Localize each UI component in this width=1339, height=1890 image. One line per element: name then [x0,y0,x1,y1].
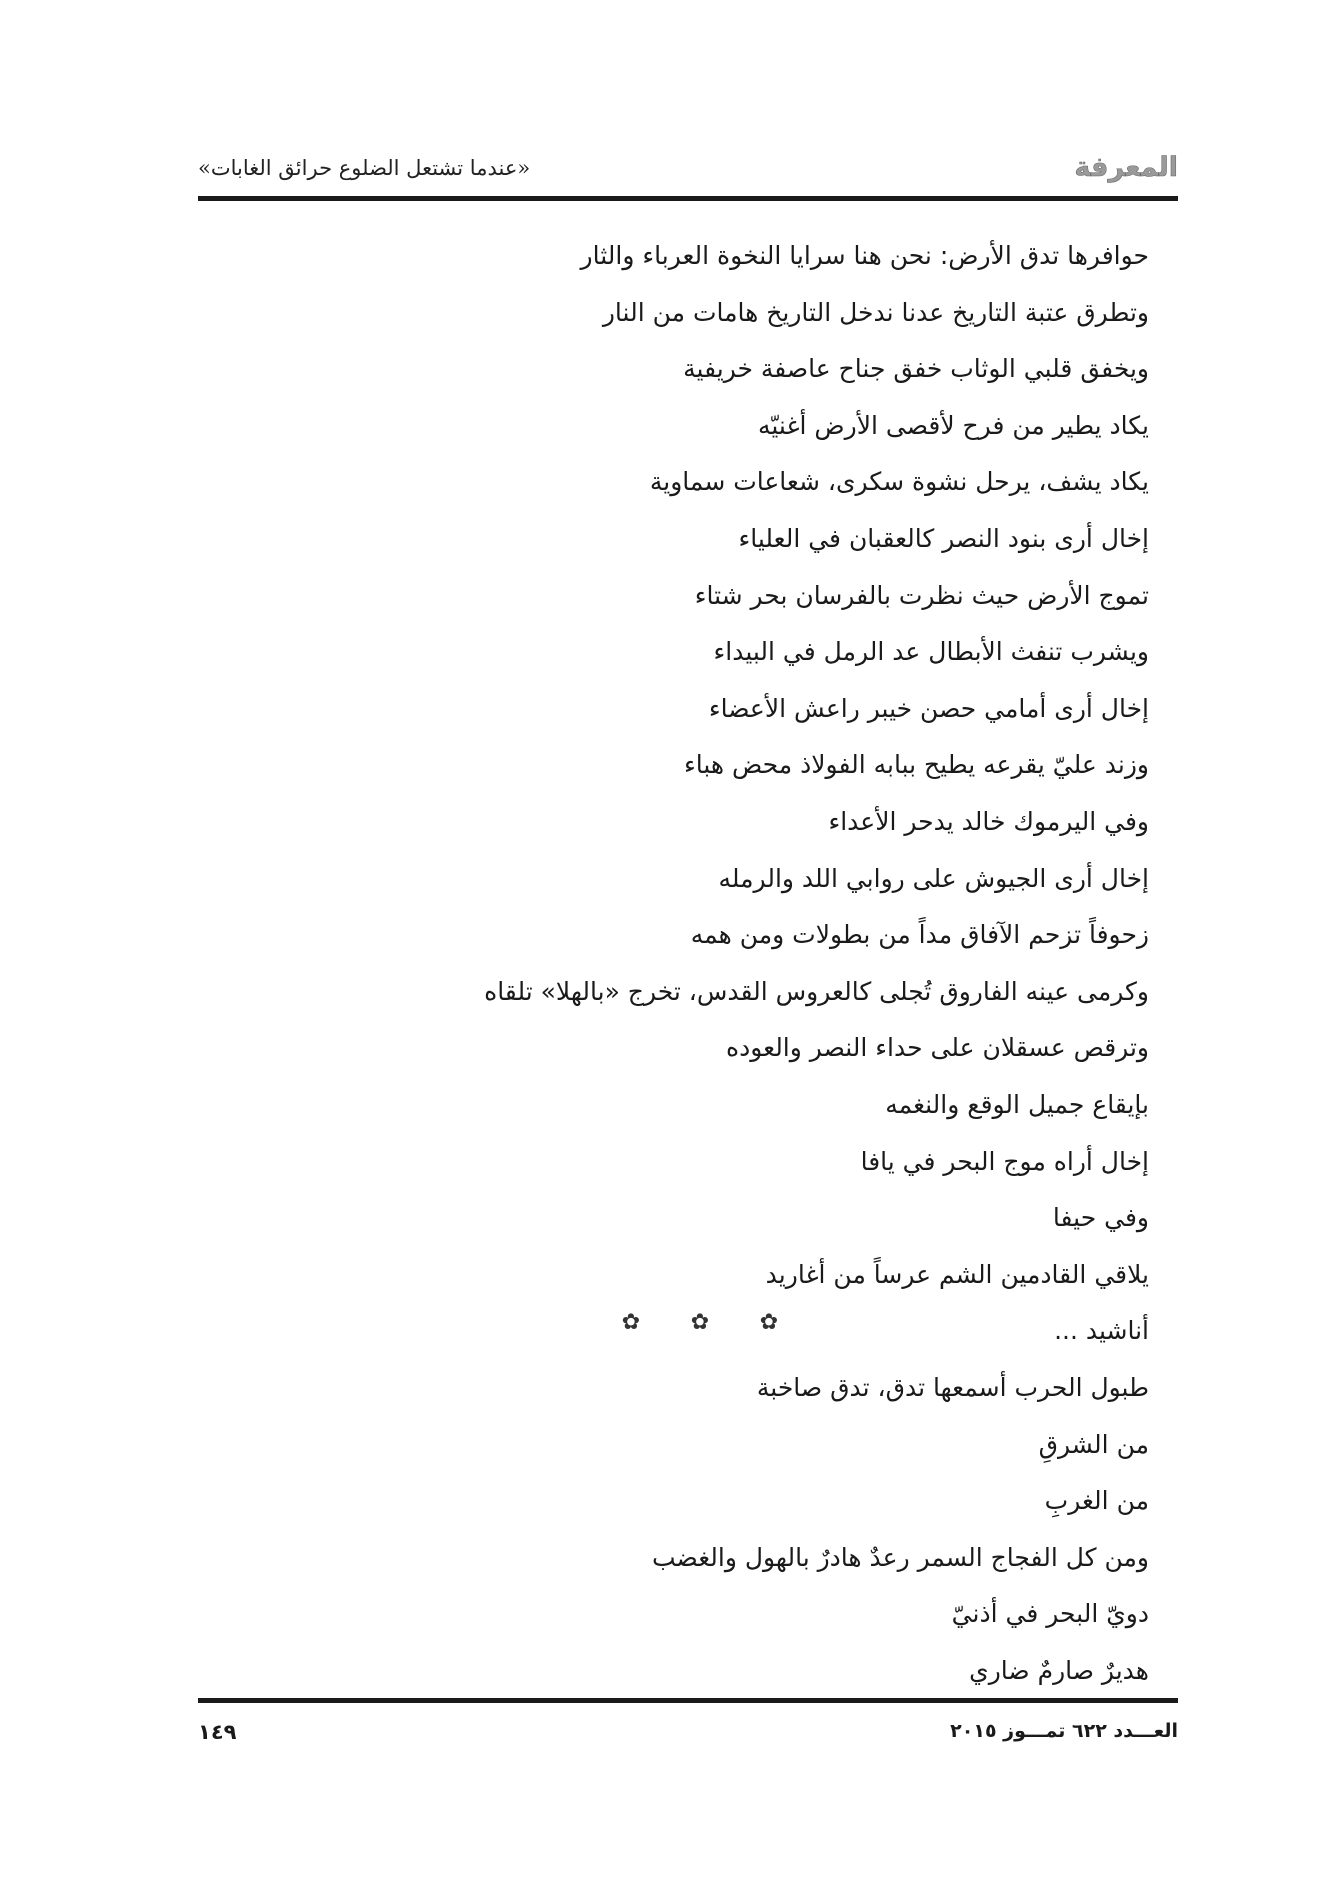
poem-line: دويّ البحر في أذنيّ [951,1599,1149,1629]
section-divider [620,1312,780,1334]
poem-line: حوافرها تدق الأرض: نحن هنا سرايا النخوة العرباء والثار [580,241,1149,270]
issue-info: العـــدد ٦٢٢ تمـــوز ٢٠١٥ [950,1720,1178,1742]
poem-line: يكاد يطير من فرح لأقصى الأرض أغنيّه [757,410,1149,440]
poem-stanza-2 [209,1360,1149,1700]
flower-ornament-icon: ✿ [759,1310,779,1335]
poem-line: أناشيد ... [1054,1316,1149,1346]
poem-line: هديرٌ صارمٌ ضاري [969,1655,1149,1685]
poem-line: ويخفق قلبي الوثاب خفق جناح عاصفة خريفية [683,354,1149,384]
flower-ornament-icon: ✿ [690,1310,710,1335]
poem-line: تموج الأرض حيث نظرت بالفرسان بحر شتاء [694,580,1149,610]
magazine-logo: المعرفة [1074,152,1178,183]
poem-line: وفي حيفا [1052,1203,1149,1233]
poem-line: إخال أرى أمامي حصن خيبر راعش الأعضاء [708,693,1149,723]
poem-line: من الشرقِ [1038,1429,1149,1459]
poem-line: إخال أرى الجيوش على روابي اللد والرمله [718,863,1149,893]
page-footer [198,1720,1178,1754]
header-rule [198,196,1178,201]
poem-line: طبول الحرب أسمعها تدق، تدق صاخبة [756,1373,1149,1402]
poem-line: يلاقي القادمين الشم عرساً من أغاريد [765,1259,1149,1289]
poem-line: إخال أراه موج البحر في يافا [860,1146,1149,1176]
page-number: ١٤٩ [198,1720,237,1744]
poem-line: بإيقاع جميل الوقع والنغمه [885,1089,1149,1119]
poem-line: إخال أرى بنود النصر كالعقبان في العلياء [738,523,1149,553]
poem-line: يكاد يشف، يرحل نشوة سكرى، شعاعات سماوية [649,467,1149,497]
poem-line: وزند عليّ يقرعه يطيح ببابه الفولاذ محض هباء [683,750,1149,780]
poem-line: ومن كل الفجاج السمر رعدٌ هادرٌ بالهول والغضب [651,1542,1149,1572]
poem-line: وترقص عسقلان على حداء النصر والعوده [725,1033,1149,1063]
poem-line: وكرمى عينه الفاروق تُجلى كالعروس القدس، تخرج «بالهلا» تلقاه [484,976,1149,1006]
poem-line: وتطرق عتبة التاريخ عدنا ندخل التاريخ هامات من النار [602,297,1149,327]
footer-rule [198,1698,1178,1703]
flower-ornament-icon: ✿ [621,1310,641,1335]
poem-line: زحوفاً تزحم الآفاق مداً من بطولات ومن همه [690,920,1149,950]
poem-line: من الغربِ [1044,1486,1149,1516]
poem-line: ويشرب تنفث الأبطال عد الرمل في البيداء [713,637,1149,667]
page-header [198,150,1178,190]
running-title: «عندما تشتعل الضلوع حرائق الغابات» [198,156,531,180]
poem-line: وفي اليرموك خالد يدحر الأعداء [828,806,1149,836]
poem-stanza-1 [209,228,1149,1360]
